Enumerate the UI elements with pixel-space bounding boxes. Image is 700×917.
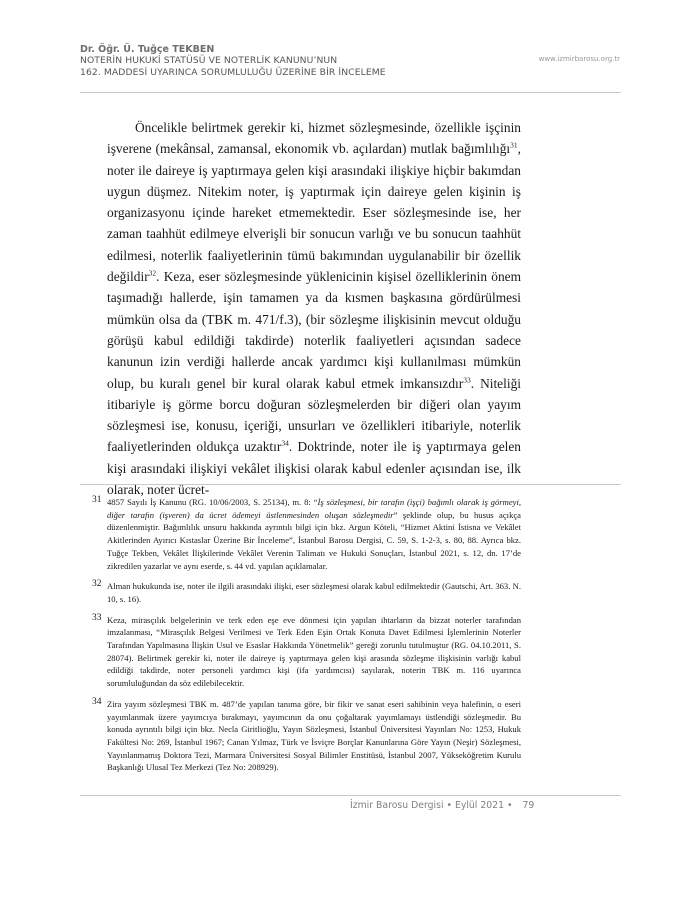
footnote-ref-31: 31 xyxy=(510,140,518,150)
footnote-32 xyxy=(92,579,521,605)
footnote-ref-33: 33 xyxy=(463,375,471,385)
body-text-segment: . Keza, eser sözleşmesinde yüklenicinin kişisel özelliklerinin önem taşımadığı hallerde, işin tamamen ya da kısmen başkasına gördürülmesi mümkün olsa da (TBK m. 471/f.3), (bir sözleşme ilişkisinin mevcut olduğu görüşü kabul edildiği takdirde) noterlik faaliyetleri açısından sadece kanunun izin verdiği hallerde ancak yardımcı kişi kullanılması mümkün olup, bu kuralı genel bir kural olarak kabul etmek imkansızdır xyxy=(107,269,521,391)
footnote-number: 32 xyxy=(92,579,102,590)
journal-name: İzmir Barosu Dergisi • Eylül 2021 • xyxy=(350,800,513,811)
body-text-segment: , noter ile daireye iş yaptırmaya gelen kişi arasındaki ilişkiye hiçbir bakımdan uygun düşmez. Nitekim noter, iş yaptırmak için daireye gelen kişinin iş organizasyonu içinde hareket etmemektedir. Eser sözleşmesinde ise, her zaman taahhüt edilmeye elverişli bir sonucun varlığı ve bu sonucun taahhüt edilmesi, noterlik faaliyetlerinin tümü bakımından uygulanabilir bir özellik değildir xyxy=(107,141,521,285)
website-url: www.izmirbarosu.org.tr xyxy=(538,55,620,63)
footer-divider xyxy=(80,795,621,796)
header-divider xyxy=(80,92,621,93)
body-text-segment: Öncelikle belirtmek gerekir ki, hizmet sözleşmesinde, özellikle işçinin işverene (mekânsal, zamansal, ekonomik vb. açılardan) mutlak bağımlılığı xyxy=(107,120,521,157)
body-text-segment: . Doktrinde, noter ile iş yaptırmaya gelen kişi arasındaki ilişkiyi vekâlet ilişkisi olarak kabul edenler açısından ise, ilk olarak, noter ücret- xyxy=(107,439,522,498)
running-header xyxy=(80,44,620,79)
body-paragraph xyxy=(107,117,521,500)
article-title-line-1: NOTERİN HUKUKİ STATÜSÜ VE NOTERLİK KANUNU’NUN xyxy=(80,55,338,66)
footnote-34 xyxy=(92,696,521,774)
footnote-text: Keza, mirasçılık belgelerinin ve terk eden eşe eve dönmesi için yapılan ihtarların da bizzat noterler tarafından imzalanması, “Mirasçılık Belgesi Verilmesi ve Terk Eden Eşin Ortak Konuta Davet Edilmesi İşlemlerinin Noterler Tarafından Yapılmasına İlişkin Usul ve Esaslar Hakkında Yönetmelik” gereği zorunlu tutulmuştur (RG. 04.10.2011, S. 28074). Belirtmek gerekir ki, noter ile daireye iş yaptırmaya gelen kişi arasında sözleşme ilişkisinin varlığı kabul edildiği takdirde, noter personeli yardımcı kişi (ifa yardımcısı) sayılarak, noterin TBK m. 116 uyarınca sorumluluğundan da söz edilebilecektir. xyxy=(107,614,521,689)
footnote-ref-34: 34 xyxy=(281,438,289,448)
main-body xyxy=(107,117,521,500)
footnote-text: Zira yayım sözleşmesi TBK m. 487’de yapılan tanıma göre, bir fikir ve sanat eseri sahibinin veya halefinin, o eseri yayımlanmak üzere yayımcıya bırakmayı, yayımcının da onu çoğaltarak yayımlamayı üstlendiği sözleşmedir. Bu konuda ayrıntılı bilgi için bkz. Necla Giritlioğlu, Yayın Sözleşmesi, İstanbul Üniversitesi Yayınları No: 1253, Hukuk Fakültesi No: 269, İstanbul 1967; Canan Yılmaz, Türk ve İsviçre Borçlar Kanunlarına Göre Yayın (Neşir) Sözleşmesi, Yayınlanmamış Doktora Tezi, Marmara Üniversitesi Sosyal Bilimler Enstitüsü, İstanbul 2007, Yükseköğretim Kurulu Başkanlığı Ulusal Tez Merkezi (Tez No: 208929). xyxy=(107,698,521,773)
footnote-31 xyxy=(92,495,521,572)
author-name: Dr. Öğr. Ü. Tuğçe TEKBEN xyxy=(80,44,215,55)
footnote-divider xyxy=(80,484,621,485)
footnote-ref-32: 32 xyxy=(148,268,157,278)
footnote-quote: İş sözleşmesi, bir tarafın (işçi) bağımlı olarak iş görmeyi, diğer tarafın (işveren) da ücret ödemeyi üstlenmesinden oluşan sözleşmedir xyxy=(107,497,521,520)
body-text-segment: . Niteliği itibariyle iş görme borcu doğuran sözleşmelerden bir diğeri olan yayım sözleşmesi ise, konusu, içeriği, unsurları ve özellikleri itibariyle, noterlik faaliyetlerinden oldukça uzaktır xyxy=(107,375,521,455)
footnote-text: 4857 Sayılı İş Kanunu (RG. 10/06/2003, S. 25134), m. 8: “ xyxy=(107,497,318,507)
article-title-line-2: 162. MADDESİ UYARINCA SORUMLULUĞU ÜZERİNE BİR İNCELEME xyxy=(80,67,386,78)
footnotes xyxy=(92,495,521,782)
footnote-number: 34 xyxy=(92,696,102,707)
footnote-33 xyxy=(92,612,521,690)
footnote-number: 31 xyxy=(92,495,102,505)
running-footer xyxy=(350,800,535,811)
page-number: 79 xyxy=(522,800,535,811)
footnote-text: Alman hukukunda ise, noter ile ilgili arasındaki ilişki, eser sözleşmesi olarak kabul edilmektedir (Gautschi, Art. 363. N. 10, s. 16). xyxy=(107,581,521,604)
footnote-number: 33 xyxy=(92,612,102,623)
footnote-text: ” şeklinde olup, bu husus açıkça düzenlenmiştir. Bağımlılık unsuru hakkında ayrıntılı bilgi için bkz. Argun Köteli, “Hizmet Aktini İstisna ve Vekâlet Akitlerinden Ayırıcı Kıstaslar Üzerine Bir İnceleme”, İstanbul Barosu Dergisi, C. 59, S. 1-2-3, s. 80, 88. Ayrıca bkz. Tuğçe Tekben, Vekâlet İlişkilerinde Vekâlet Verenin Talimatı ve Hukuki Sonuçları, İstanbul 2021, s. 12, dn. 17’de zikredilen yazarlar ve aynı eserde, s. 44 vd. yapılan açıklamalar. xyxy=(107,509,521,571)
